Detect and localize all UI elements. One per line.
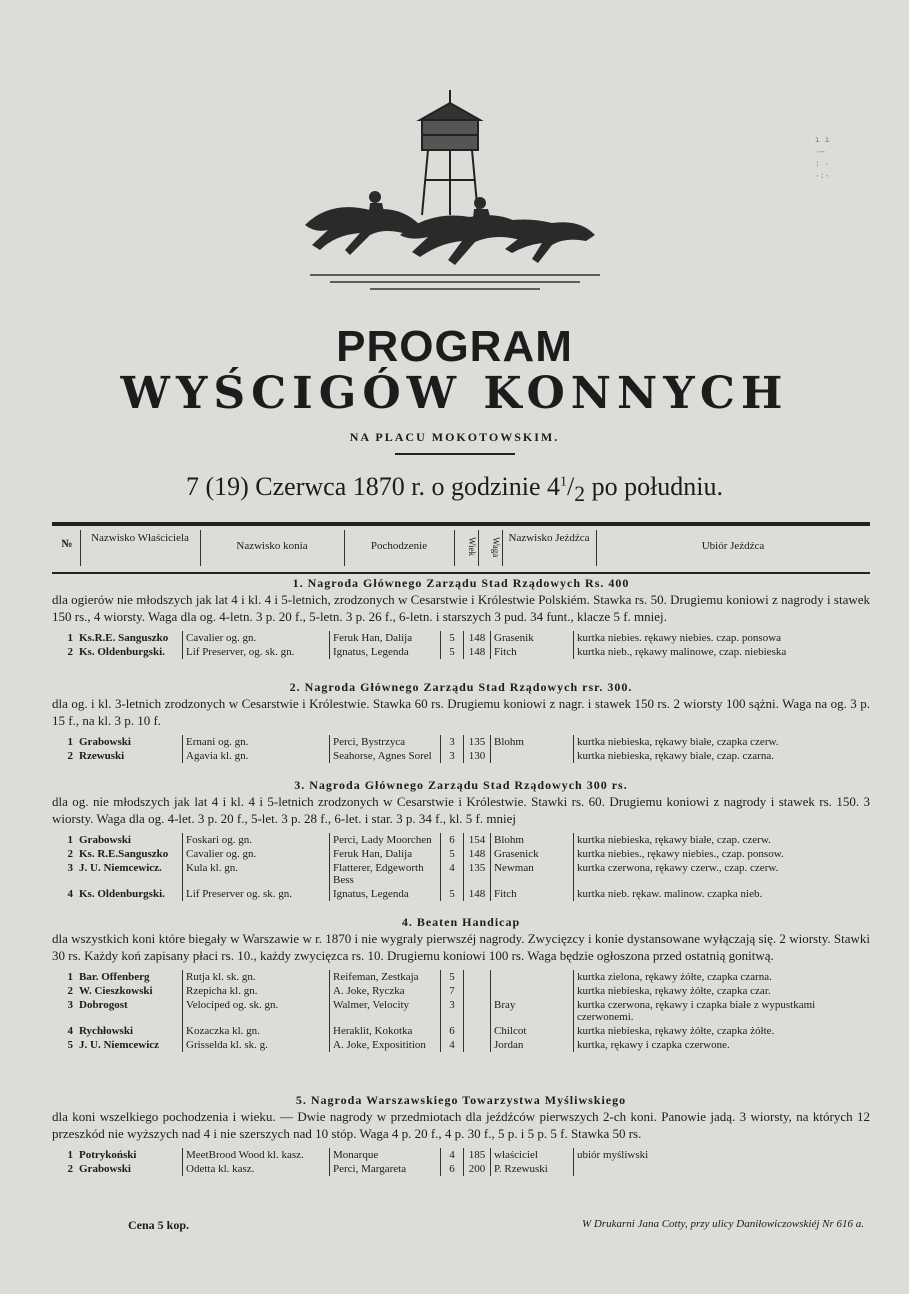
entry-age: 6	[441, 1162, 464, 1176]
entry-origin: Walmer, Velocity	[330, 998, 441, 1024]
race-conditions: dla wszystkich koni które biegały w Warszawie w r. 1870 i nie wygraly pierwszéj nagrody. Zwycięzcy i konie dystansowane wyłączają się. 2 wiorsty. Stawki 30 rs. Każdy koń zapisany płaci rs. 10., każdy zwycięzca rs. 10. Drugiemu koniowi 100 rs. Waga będzie ogłoszona przed ostatnią gonitwą.	[52, 931, 870, 963]
entry-age: 4	[441, 1038, 464, 1052]
column-header	[52, 522, 870, 574]
table-row	[52, 1162, 870, 1176]
entry-age: 3	[441, 735, 464, 749]
entry-origin: Feruk Han, Dalija	[330, 847, 441, 861]
entry-origin: Seahorse, Agnes Sorel	[330, 749, 441, 763]
entry-owner: Rychłowski	[76, 1024, 183, 1038]
entry-weight: 135	[464, 861, 491, 887]
entry-dress: ubiór myśliwski	[577, 1149, 649, 1161]
entry-weight	[464, 998, 491, 1024]
entry-jockey: Jordan	[491, 1038, 574, 1052]
entry-age: 6	[441, 1024, 464, 1038]
table-row	[52, 1038, 870, 1052]
price: Cena 5 kop.	[128, 1218, 190, 1232]
entry-age: 3	[441, 749, 464, 763]
entry-weight: 148	[464, 631, 491, 645]
col-weight: Waga	[491, 536, 501, 558]
entries-table	[52, 833, 870, 901]
entry-age: 5	[441, 847, 464, 861]
entry-origin: A. Joke, Ryczka	[330, 984, 441, 998]
race-1	[52, 576, 870, 659]
entry-num: 3	[67, 999, 73, 1011]
entry-dress: kurtka nieb. rękaw. malinow. czapka nieb.	[577, 888, 763, 900]
entries-table	[52, 631, 870, 659]
entry-jockey: Chilcot	[491, 1024, 574, 1038]
entry-dress: kurtka czerwona, rękawy i czapka białe z wypustkami czerwonemi.	[577, 999, 816, 1023]
col-origin: Pochodzenie	[370, 540, 428, 552]
race-prize: 5. Nagroda Warszawskiego Towarzystwa Myśliwskiego	[295, 1093, 627, 1107]
entry-owner: Grabowski	[76, 735, 183, 749]
race-prize: 2. Nagroda Głównego Zarządu Stad Rządowych rsr. 300.	[289, 680, 633, 694]
table-row	[52, 735, 870, 749]
entry-origin: Ignatus, Legenda	[330, 645, 441, 659]
entry-num: 4	[67, 888, 73, 900]
race-prize: 3. Nagroda Głównego Zarządu Stad Rządowych 300 rs.	[294, 778, 628, 792]
table-row	[52, 970, 870, 984]
col-age: Wiek	[467, 537, 477, 557]
table-row	[52, 984, 870, 998]
program-subtitle: WYŚCIGÓW KONNYCH	[120, 368, 789, 419]
entry-jockey: Fitch	[491, 645, 574, 659]
entry-num: 1	[67, 736, 73, 748]
entry-dress: kurtka czerwona, rękawy czerw., czap. czerw.	[577, 862, 779, 874]
table-row	[52, 861, 870, 887]
entry-weight: 154	[464, 833, 491, 847]
entry-dress: kurtka nieb., rękawy malinowe, czap. niebieska	[577, 646, 787, 658]
entry-dress: kurtka niebies. rękawy niebies. czap. ponsowa	[577, 632, 782, 644]
entry-owner: Potrykoński	[76, 1148, 183, 1162]
entry-num: 1	[67, 632, 73, 644]
entry-owner: Ks.R.E. Sanguszko	[76, 631, 183, 645]
entry-horse: Foskari og. gn.	[183, 833, 330, 847]
entry-num: 1	[67, 1149, 73, 1161]
entry-age: 7	[441, 984, 464, 998]
entries-table	[52, 970, 870, 1052]
table-row	[52, 645, 870, 659]
entry-horse: Cavalier og. gn.	[183, 847, 330, 861]
entry-dress: kurtka niebieska, rękawy białe, czap. czerw.	[577, 834, 771, 846]
race-conditions: dla og. i kl. 3-letnich zrodzonych w Cesarstwie i Królestwie. Stawka 60 rs. Drugiemu koniowi z nagr. i stawek 150 rs. 2 wiorsty 100 sążni. Waga na og. 3 p. 15 f., na kl. 3 p. 10 f.	[52, 696, 870, 728]
race-4	[52, 915, 870, 1052]
entry-weight	[464, 984, 491, 998]
race-conditions: dla ogierów nie młodszych jak lat 4 i kl. 4 i 5-letnich, zrodzonych w Cesarstwie i Królestwie Polskiém. Stawka rs. 50. Drugiemu koniowi z nagrody i stawek 150 rs., 4 wiorsty. Waga dla og. 4-letn. 3 p. 20 f., 5-letn. 3 p. 26 f., 6-letn. i starszych 3 pud. 34 funt., klacze 5 f. mniej.	[52, 592, 870, 624]
entries-table	[52, 1148, 870, 1176]
entry-age: 4	[441, 1148, 464, 1162]
entry-origin: Heraklit, Kokotka	[330, 1024, 441, 1038]
entry-origin: Perci, Bystrzyca	[330, 735, 441, 749]
race-conditions: dla og. nie młodszych jak lat 4 i kl. 4 i 5-letnich zrodzonych w Cesarstwie i Królestwie. Stawki rs. 60. Drugiemu koniowi z nagrody i stawek rs. 150. 3 wiorsty. Waga dla og. 4-let. 3 p. 20 f., 5-let. 3 p. 28 f., 6-let. i star. 3 p. 34 f., kl. 5 f. mniej	[52, 794, 870, 826]
entry-dress: kurtka niebieska, rękawy białe, czap. czarna.	[577, 750, 774, 762]
entry-horse: Velociped og. sk. gn.	[183, 998, 330, 1024]
table-row	[52, 1024, 870, 1038]
entry-origin: Monarque	[330, 1148, 441, 1162]
race-prize: 4. Beaten Handicap	[401, 915, 521, 929]
entry-weight: 148	[464, 887, 491, 901]
entry-dress: kurtka niebieska, rękawy żółte, czapka czar.	[577, 985, 771, 997]
entry-weight: 148	[464, 645, 491, 659]
col-dress: Ubiór Jeźdźca	[701, 540, 765, 552]
entry-horse: MeetBrood Wood kl. kasz.	[183, 1148, 330, 1162]
entry-owner: Grabowski	[76, 833, 183, 847]
table-row	[52, 998, 870, 1024]
entry-horse: Kula kl. gn.	[183, 861, 330, 887]
entry-horse: Rutja kl. sk. gn.	[183, 970, 330, 984]
entry-dress: kurtka niebieska, rękawy białe, czapka czerw.	[577, 736, 779, 748]
race-prize: 1. Nagroda Głównego Zarządu Stad Rządowych Rs. 400	[292, 576, 630, 590]
entry-age: 4	[441, 861, 464, 887]
entry-owner: Ks. R.E.Sanguszko	[76, 847, 183, 861]
entry-weight: 200	[464, 1162, 491, 1176]
entry-jockey	[491, 984, 574, 998]
entry-origin: A. Joke, Expositition	[330, 1038, 441, 1052]
entry-origin: Reifeman, Zestkaja	[330, 970, 441, 984]
entry-jockey: Blohm	[491, 833, 574, 847]
table-row	[52, 847, 870, 861]
race-5	[52, 1093, 870, 1176]
margin-marks: ı ı ·— : · ·:·	[815, 136, 830, 181]
race-3	[52, 778, 870, 901]
entry-owner: J. U. Niemcewicz.	[76, 861, 183, 887]
entry-jockey: P. Rzewuski	[491, 1162, 574, 1176]
entry-num: 3	[67, 862, 73, 874]
col-num: №	[61, 538, 73, 550]
entry-jockey: Newman	[491, 861, 574, 887]
entry-horse: Lif Preserver, og. sk. gn.	[183, 645, 330, 659]
racecourse-engraving	[290, 85, 620, 300]
entry-weight	[464, 970, 491, 984]
entry-num: 2	[67, 848, 73, 860]
entry-origin: Perci, Margareta	[330, 1162, 441, 1176]
col-horse: Nazwisko konia	[236, 540, 308, 552]
table-row	[52, 887, 870, 901]
table-row	[52, 749, 870, 763]
entry-horse: Lif Preserver og. sk. gn.	[183, 887, 330, 901]
entry-owner: Ks. Oldenburgski.	[76, 887, 183, 901]
entry-num: 5	[67, 1039, 73, 1051]
entry-jockey: Fitch	[491, 887, 574, 901]
entry-jockey	[491, 970, 574, 984]
race-2	[52, 680, 870, 763]
entry-dress: kurtka niebieska, rękawy żółte, czapka żółte.	[577, 1025, 775, 1037]
race-conditions: dla koni wszelkiego pochodzenia i wieku. — Dwie nagrody w przedmiotach dla jeźdźców pierwszych 2-ch koni. Panowie jadą. 3 wiorsty, na których 12 przeszkód nie wyższych nad 4 i nie szerszych nad 10 stóp. Waga 4 p. 20 f., 4 p. 30 f., 5 p. i 5 p. 5 f. Stawka 50 rs.	[52, 1109, 870, 1141]
entry-num: 2	[67, 646, 73, 658]
entry-age: 3	[441, 998, 464, 1024]
entry-owner: W. Cieszkowski	[76, 984, 183, 998]
entry-dress	[574, 1162, 871, 1176]
col-owner: Nazwisko Właściciela	[91, 532, 189, 544]
entry-jockey: Grasenik	[491, 631, 574, 645]
entry-age: 6	[441, 833, 464, 847]
entry-age: 5	[441, 631, 464, 645]
entry-horse: Kozaczka kl. gn.	[183, 1024, 330, 1038]
entry-owner: J. U. Niemcewicz	[76, 1038, 183, 1052]
entry-dress: kurtka zielona, rękawy żółte, czapka czarna.	[577, 971, 772, 983]
entry-owner: Ks. Oldenburgski.	[76, 645, 183, 659]
entry-dress: kurtka niebies., rękawy niebies., czap. ponsow.	[577, 848, 784, 860]
table-row	[52, 833, 870, 847]
entry-origin: Flatterer, Edgeworth Bess	[330, 861, 441, 887]
entry-num: 2	[67, 1163, 73, 1175]
table-row	[52, 1148, 870, 1162]
entry-weight	[464, 1024, 491, 1038]
entry-weight: 130	[464, 749, 491, 763]
program-title: PROGRAM	[336, 322, 573, 371]
entry-owner: Bar. Offenberg	[76, 970, 183, 984]
entry-jockey: Blohm	[491, 735, 574, 749]
entries-table	[52, 735, 870, 763]
entry-weight: 148	[464, 847, 491, 861]
entry-jockey: Bray	[491, 998, 574, 1024]
race-date: 7 (19) Czerwca 1870 r. o godzinie $4^1/_2$ po południu.	[185, 472, 724, 507]
entry-owner: Grabowski	[76, 1162, 183, 1176]
entry-owner: Dobrogost	[76, 998, 183, 1024]
entry-jockey: właściciel	[491, 1148, 574, 1162]
entry-jockey: Grasenick	[491, 847, 574, 861]
table-row	[52, 631, 870, 645]
entry-horse: Cavalier og. gn.	[183, 631, 330, 645]
entry-origin: Ignatus, Legenda	[330, 887, 441, 901]
entry-num: 2	[67, 985, 73, 997]
entry-horse: Rzepicha kl. gn.	[183, 984, 330, 998]
entry-weight: 135	[464, 735, 491, 749]
entry-num: 1	[67, 971, 73, 983]
entry-jockey	[491, 749, 574, 763]
entry-origin: Feruk Han, Dalija	[330, 631, 441, 645]
entry-dress: kurtka, rękawy i czapka czerwone.	[577, 1039, 730, 1051]
entry-horse: Grisselda kl. sk. g.	[183, 1038, 330, 1052]
entry-horse: Odetta kl. kasz.	[183, 1162, 330, 1176]
entry-horse: Agavia kl. gn.	[183, 749, 330, 763]
entry-num: 4	[67, 1025, 73, 1037]
entry-origin: Perci, Lady Moorchen	[330, 833, 441, 847]
entry-weight: 185	[464, 1148, 491, 1162]
printer-imprint: W Drukarni Jana Cotty, przy ulicy Daniłowiczowskiéj Nr 616 a.	[581, 1218, 864, 1230]
entry-num: 1	[67, 834, 73, 846]
divider	[395, 453, 515, 455]
entry-owner: Rzewuski	[76, 749, 183, 763]
entry-weight	[464, 1038, 491, 1052]
entry-age: 5	[441, 645, 464, 659]
entry-num: 2	[67, 750, 73, 762]
entry-age: 5	[441, 887, 464, 901]
entry-horse: Ernani og. gn.	[183, 735, 330, 749]
venue: NA PLACU MOKOTOWSKIM.	[349, 430, 560, 444]
col-jockey: Nazwisko Jeźdźca	[508, 532, 590, 544]
entry-age: 5	[441, 970, 464, 984]
